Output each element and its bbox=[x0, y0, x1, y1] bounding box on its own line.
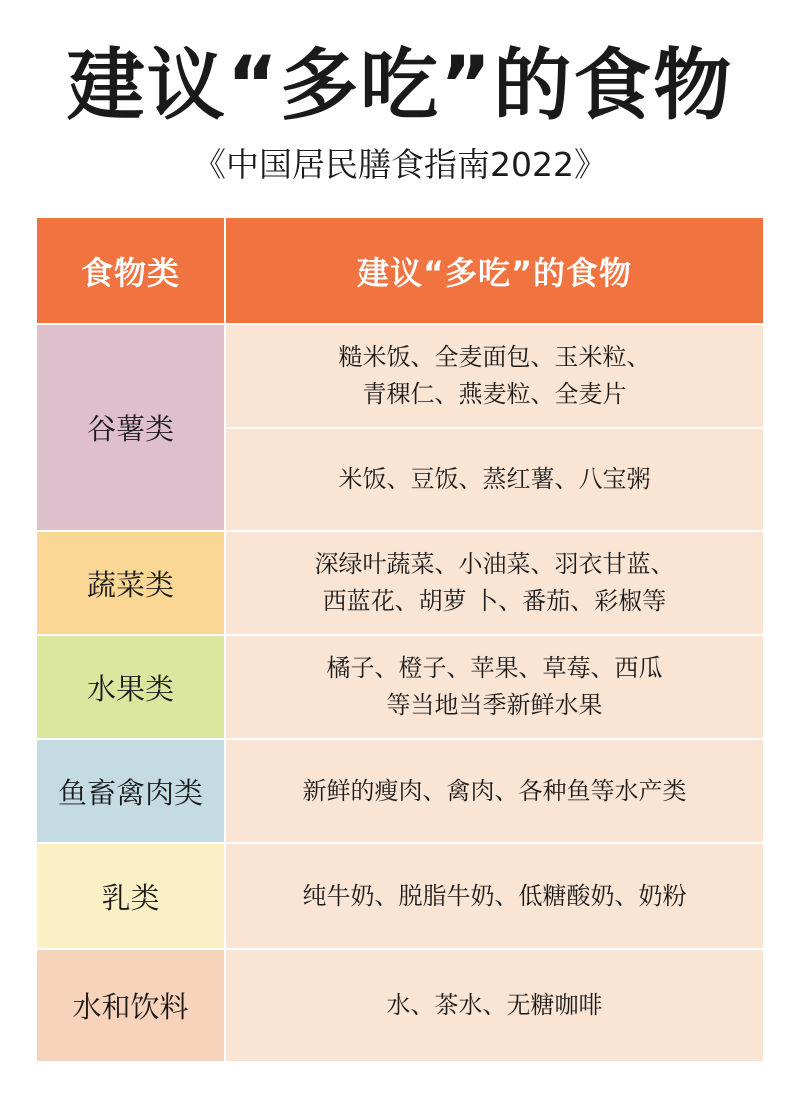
food-line: 青稞仁、燕麦粒、全麦片 bbox=[362, 380, 627, 408]
food-line: 水、茶水、无糖咖啡 bbox=[386, 991, 603, 1019]
food-line: 纯牛奶、脱脂牛奶、低糖酸奶、奶粉 bbox=[302, 881, 687, 910]
category-cell-dairy: 乳类 bbox=[37, 844, 224, 948]
food-cell-vegetables bbox=[226, 532, 763, 634]
food-cell-fruits bbox=[226, 636, 763, 738]
page-title: 建议“多吃”的食物 bbox=[66, 41, 734, 131]
food-line: 新鲜的瘦肉、禽肉、各种鱼等水产类 bbox=[302, 776, 687, 805]
food-line: 糙米饭、全麦面包、玉米粒、 bbox=[338, 343, 651, 371]
category-cell-vegetables: 蔬菜类 bbox=[37, 532, 224, 634]
food-table bbox=[37, 218, 763, 1061]
food-cell-grains-whole bbox=[226, 325, 763, 427]
food-line: 西蓝花、胡萝 卜、番茄、彩椒等 bbox=[322, 587, 667, 615]
food-line: 深绿叶蔬菜、小油菜、羽衣甘蓝、 bbox=[314, 550, 675, 578]
category-cell-grains: 谷薯类 bbox=[37, 325, 224, 530]
category-cell-water-drinks: 水和饮料 bbox=[37, 950, 224, 1061]
page-subtitle: 《中国居民膳食指南2022》 bbox=[193, 145, 607, 184]
food-cell-grains-mixed bbox=[226, 429, 763, 530]
food-line: 等当地当季新鲜水果 bbox=[386, 691, 603, 719]
food-cell-dairy bbox=[226, 844, 763, 948]
category-cell-fruits: 水果类 bbox=[37, 636, 224, 738]
food-cell-water-drinks bbox=[226, 950, 763, 1061]
food-cell-meat-fish bbox=[226, 740, 763, 842]
header-recommended-foods: 建议“多吃”的食物 bbox=[226, 218, 763, 323]
food-line: 橘子、橙子、苹果、草莓、西瓜 bbox=[326, 654, 663, 682]
header-food-category: 食物类 bbox=[37, 218, 224, 323]
category-cell-meat-fish: 鱼畜禽肉类 bbox=[37, 740, 224, 842]
food-line: 米饭、豆饭、蒸红薯、八宝粥 bbox=[338, 465, 651, 493]
